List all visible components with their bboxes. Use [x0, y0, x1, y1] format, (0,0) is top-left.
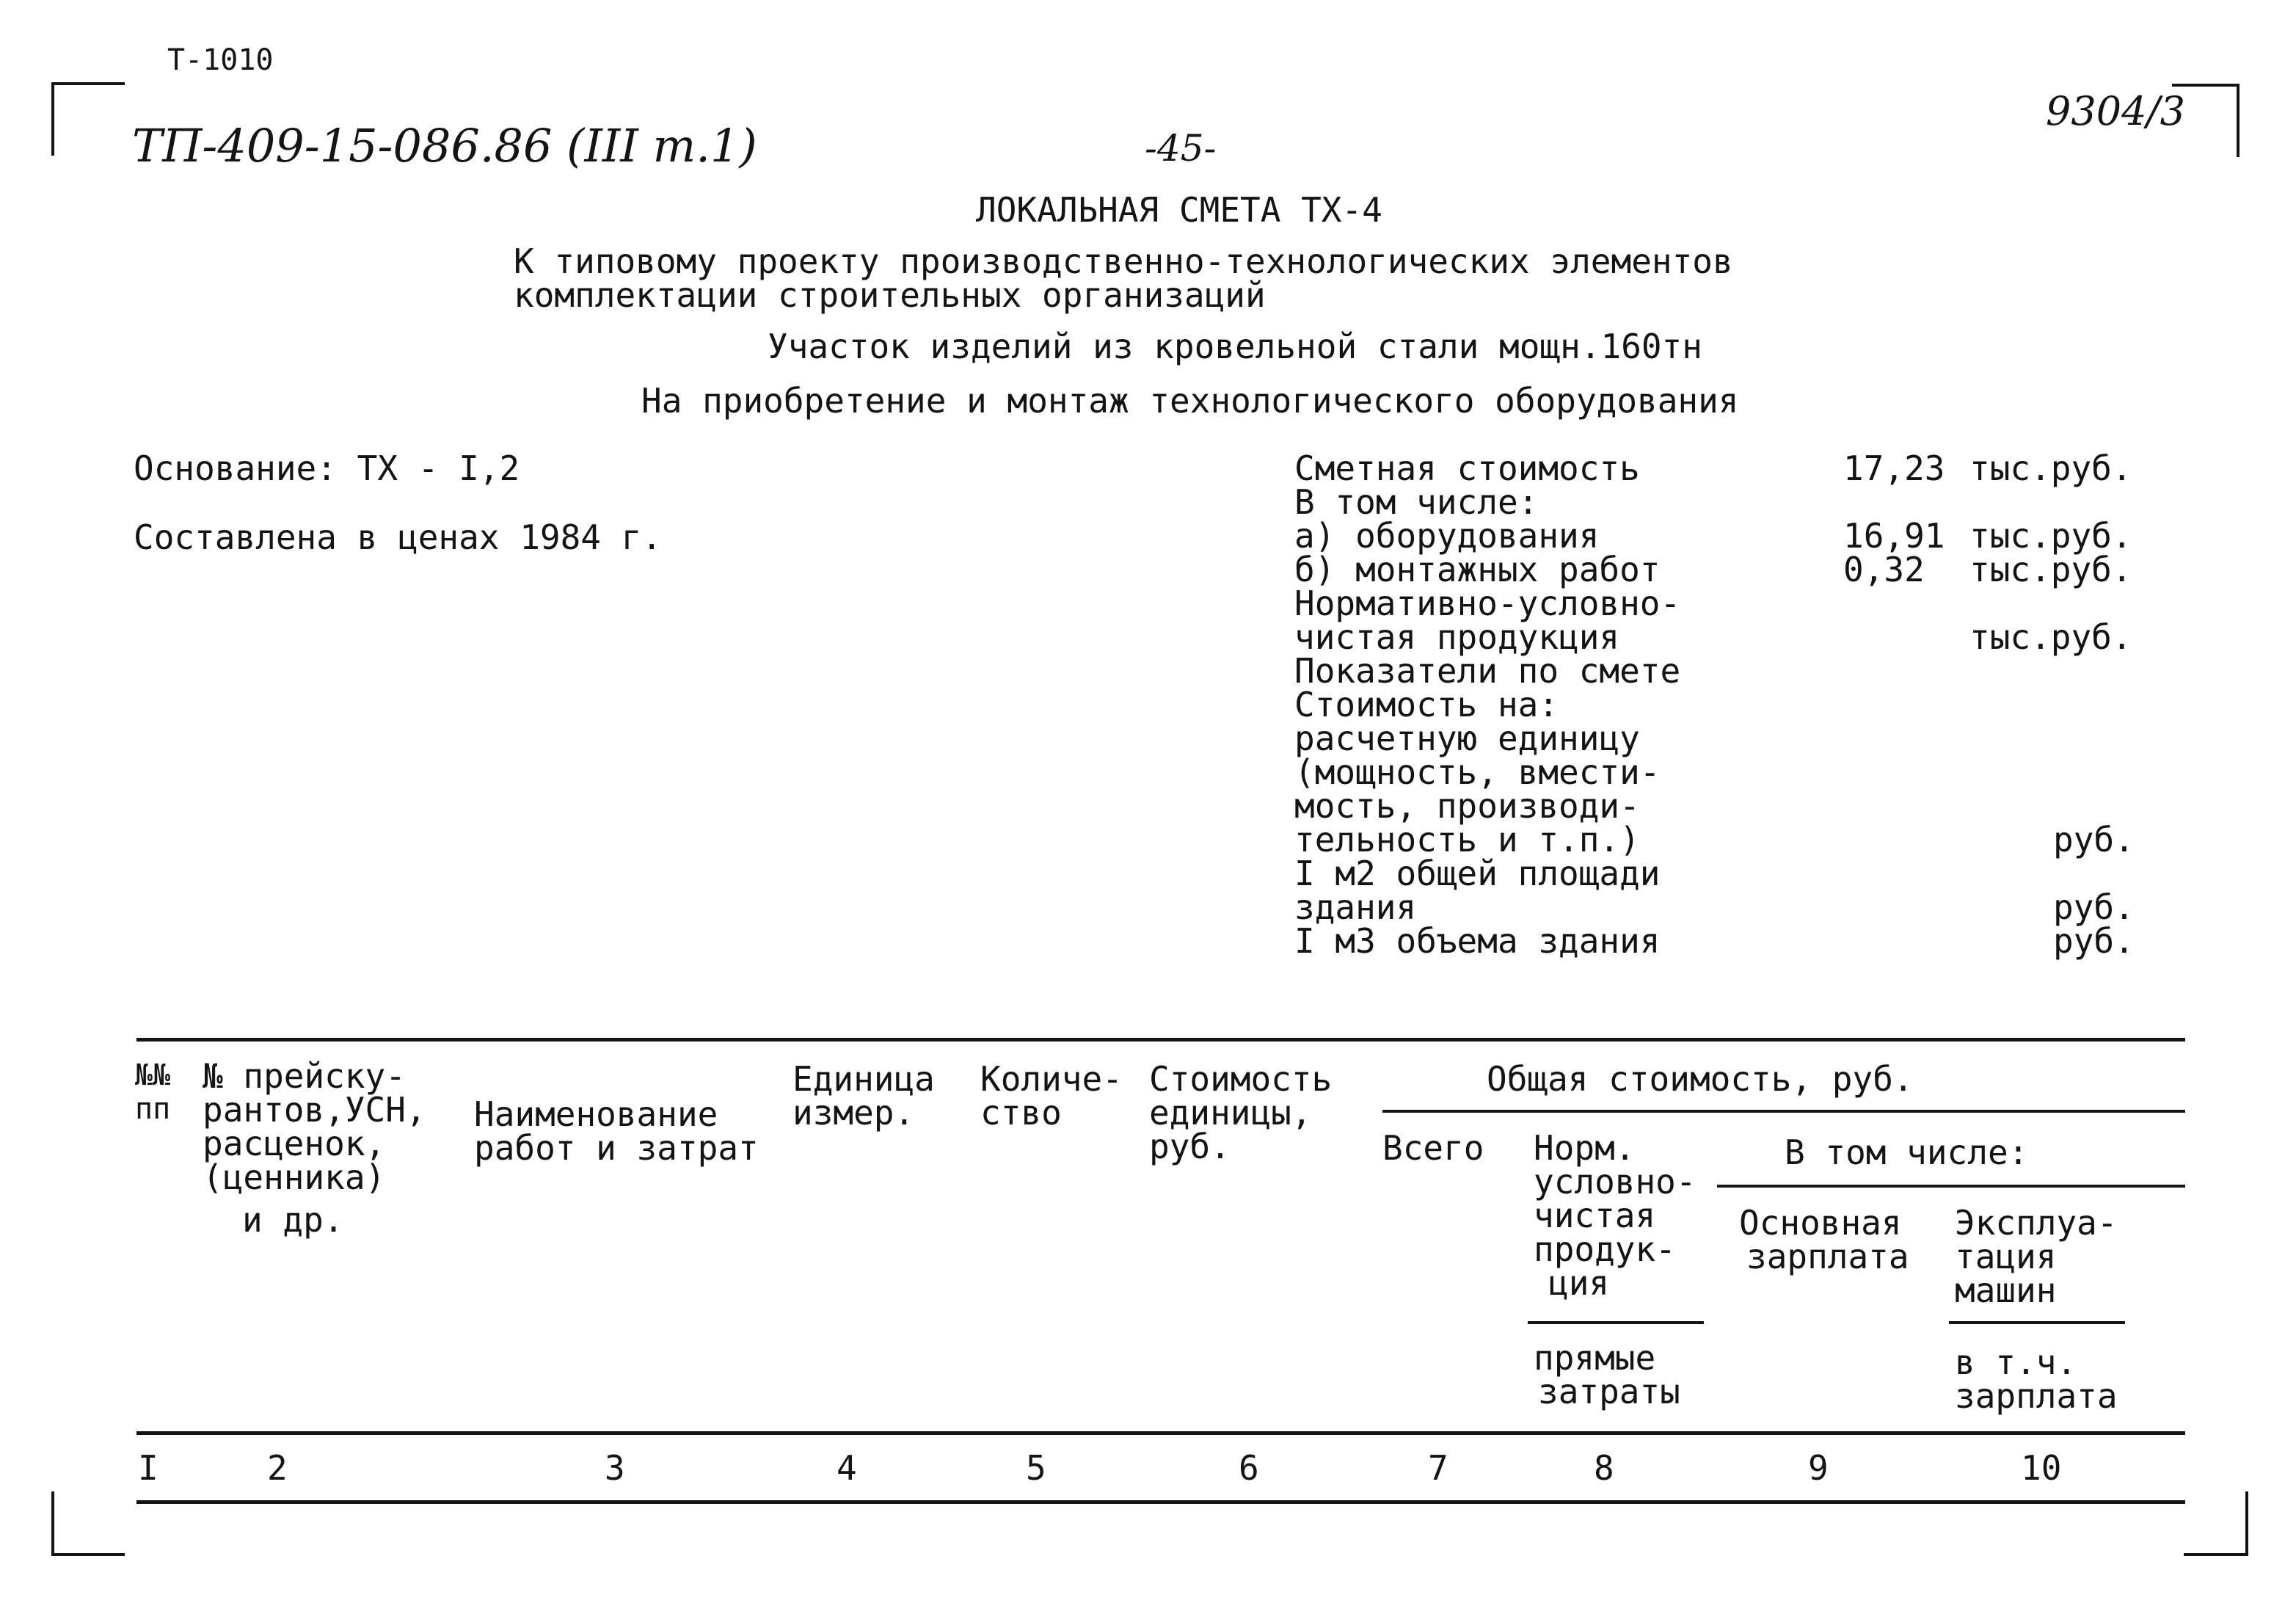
sheet-code: Т-1010: [167, 43, 274, 77]
summary-row: [1294, 820, 2146, 859]
summary-label: (мощность, вмести-: [1294, 752, 1661, 792]
corner-mark-bottom-right-vertical: [2245, 1491, 2248, 1556]
col-header-unit: измер.: [792, 1093, 915, 1133]
summary-label: б) монтажных работ: [1294, 550, 1661, 589]
column-number: 10: [2021, 1448, 2062, 1488]
col-header-incl-salary: в т.ч.: [1955, 1342, 2077, 1382]
column-number: 8: [1594, 1448, 1614, 1488]
basis-text: Основание: ТХ - I,2: [134, 448, 520, 488]
column-number: 9: [1808, 1448, 1829, 1488]
col-header-norm: ция: [1548, 1263, 1610, 1303]
summary-label: I м2 общей площади: [1294, 854, 1661, 893]
summary-label: мость, производи-: [1294, 786, 1640, 826]
total-cost-header-rule: [1382, 1110, 2185, 1113]
summary-block: [1294, 448, 2146, 961]
purpose-line: На приобретение и монтаж технологического оборудования: [641, 381, 1739, 421]
summary-label: здания: [1294, 887, 1417, 927]
subtitle-line-1: К типовому проекту производственно-технологических элементов: [514, 241, 1733, 281]
col-header-unit: Единица: [792, 1059, 935, 1099]
col-header-total: Всего: [1382, 1128, 1484, 1168]
summary-row: [1294, 617, 2146, 657]
col-header-unit-cost: единицы,: [1149, 1093, 1312, 1133]
column-number: 5: [1026, 1448, 1046, 1488]
column-number: 2: [267, 1448, 288, 1488]
summary-row: [1294, 516, 2146, 556]
col-header-base-salary: зарплата: [1746, 1237, 1909, 1276]
summary-row: [1294, 448, 2146, 488]
summary-row: [1294, 786, 2146, 826]
col8-sub-rule: [1528, 1321, 1704, 1324]
summary-unit: тыс.руб.: [1969, 516, 2132, 556]
summary-label: Нормативно-условно-: [1294, 584, 1681, 623]
summary-row: [1294, 651, 2146, 691]
summary-unit: тыс.руб.: [1969, 617, 2132, 657]
project-code: ТП-409-15-086.86 (III т.1): [132, 119, 757, 172]
column-number: 6: [1239, 1448, 1259, 1488]
summary-row: [1294, 550, 2146, 589]
col2-line: (ценника): [203, 1157, 386, 1197]
col2-line: рантов,УСН,: [203, 1090, 426, 1130]
column-number: I: [138, 1448, 158, 1488]
column-number: 7: [1428, 1448, 1448, 1488]
summary-unit: тыс.руб.: [1969, 550, 2132, 589]
summary-row: [1294, 752, 2146, 792]
col-header-machine-operation: машин: [1955, 1271, 2057, 1310]
corner-mark-top-left-vertical: [51, 82, 54, 156]
col-header-machine-operation: тация: [1955, 1237, 2057, 1276]
summary-value: 16,91: [1843, 516, 1945, 556]
col2-line: и др.: [242, 1200, 344, 1240]
section-line: Участок изделий из кровельной стали мощн.160тн: [768, 327, 1702, 366]
summary-value: 17,23: [1843, 448, 1945, 488]
col-header-machine-operation: Эксплуа-: [1955, 1203, 2118, 1243]
summary-label: расчетную единицу: [1294, 719, 1640, 758]
prices-year-text: Составлена в ценах 1984 г.: [134, 517, 663, 557]
col-header-norm: чистая: [1534, 1196, 1656, 1235]
col-header-quantity: Количе-: [980, 1059, 1123, 1099]
summary-row: [1294, 719, 2146, 758]
summary-label: I м3 объема здания: [1294, 921, 1661, 961]
col-header-unit-cost: руб.: [1149, 1127, 1231, 1166]
summary-unit: руб.: [2053, 921, 2135, 961]
number-row-bottom-rule: [136, 1500, 2185, 1504]
col-header-total-cost: Общая стоимость, руб.: [1487, 1059, 1914, 1099]
col-header-name: работ и затрат: [474, 1128, 759, 1168]
col10-sub-rule: [1949, 1321, 2125, 1324]
col-header-in-that-number: В том числе:: [1785, 1133, 2029, 1172]
summary-row: [1294, 685, 2146, 724]
column-number: 4: [837, 1448, 857, 1488]
col2-line: № прейску-: [203, 1056, 406, 1096]
summary-label: Показатели по смете: [1294, 651, 1681, 691]
corner-mark-bottom-right: [2184, 1553, 2248, 1556]
summary-unit: руб.: [2053, 820, 2135, 859]
col-header-name: Наименование: [474, 1094, 718, 1134]
corner-mark-top-right: [2172, 84, 2239, 87]
col-header-incl-salary: зарплата: [1955, 1376, 2118, 1416]
col-header-norm: продук-: [1534, 1229, 1676, 1269]
summary-row: [1294, 921, 2146, 961]
col-header-quantity: ство: [980, 1093, 1062, 1133]
summary-row: [1294, 887, 2146, 927]
estimate-title: ЛОКАЛЬНАЯ СМЕТА ТХ-4: [976, 190, 1382, 230]
summary-row: [1294, 584, 2146, 623]
summary-row: [1294, 482, 2146, 522]
summary-value: 0,32: [1843, 550, 1925, 589]
summary-label: чистая продукция: [1294, 617, 1620, 657]
col-header-norm: условно-: [1534, 1162, 1697, 1202]
table-top-rule: [136, 1038, 2185, 1042]
in-that-number-rule: [1717, 1185, 2185, 1188]
summary-unit: тыс.руб.: [1969, 448, 2132, 488]
subtitle-line-2: комплектации строительных организаций: [514, 275, 1266, 315]
corner-mark-bottom-left: [51, 1553, 125, 1556]
col-header-number: №№ пп: [135, 1058, 171, 1126]
summary-unit: руб.: [2053, 887, 2135, 927]
col-header-direct-costs: затраты: [1538, 1372, 1680, 1411]
summary-label: В том числе:: [1294, 482, 1539, 522]
archive-number: 9304/3: [2046, 88, 2185, 134]
corner-mark-top-right-vertical: [2237, 84, 2239, 157]
summary-label: тельность и т.п.): [1294, 820, 1640, 859]
col2-line: расценок,: [203, 1124, 386, 1163]
summary-label: Сметная стоимость: [1294, 448, 1640, 488]
col-header-norm: Норм.: [1534, 1128, 1636, 1168]
summary-label: а) оборудования: [1294, 516, 1600, 556]
summary-row: [1294, 854, 2146, 893]
column-number: 3: [605, 1448, 625, 1488]
corner-mark-bottom-left-vertical: [51, 1491, 54, 1556]
col-header-base-salary: Основная: [1739, 1203, 1902, 1243]
summary-label: Стоимость на:: [1294, 685, 1559, 724]
col-header-direct-costs: прямые: [1534, 1338, 1656, 1378]
corner-mark-top-left: [51, 82, 125, 85]
col-header-unit-cost: Стоимость: [1149, 1059, 1333, 1099]
page-number: -45-: [1145, 127, 1217, 170]
header-bottom-rule: [136, 1431, 2185, 1435]
